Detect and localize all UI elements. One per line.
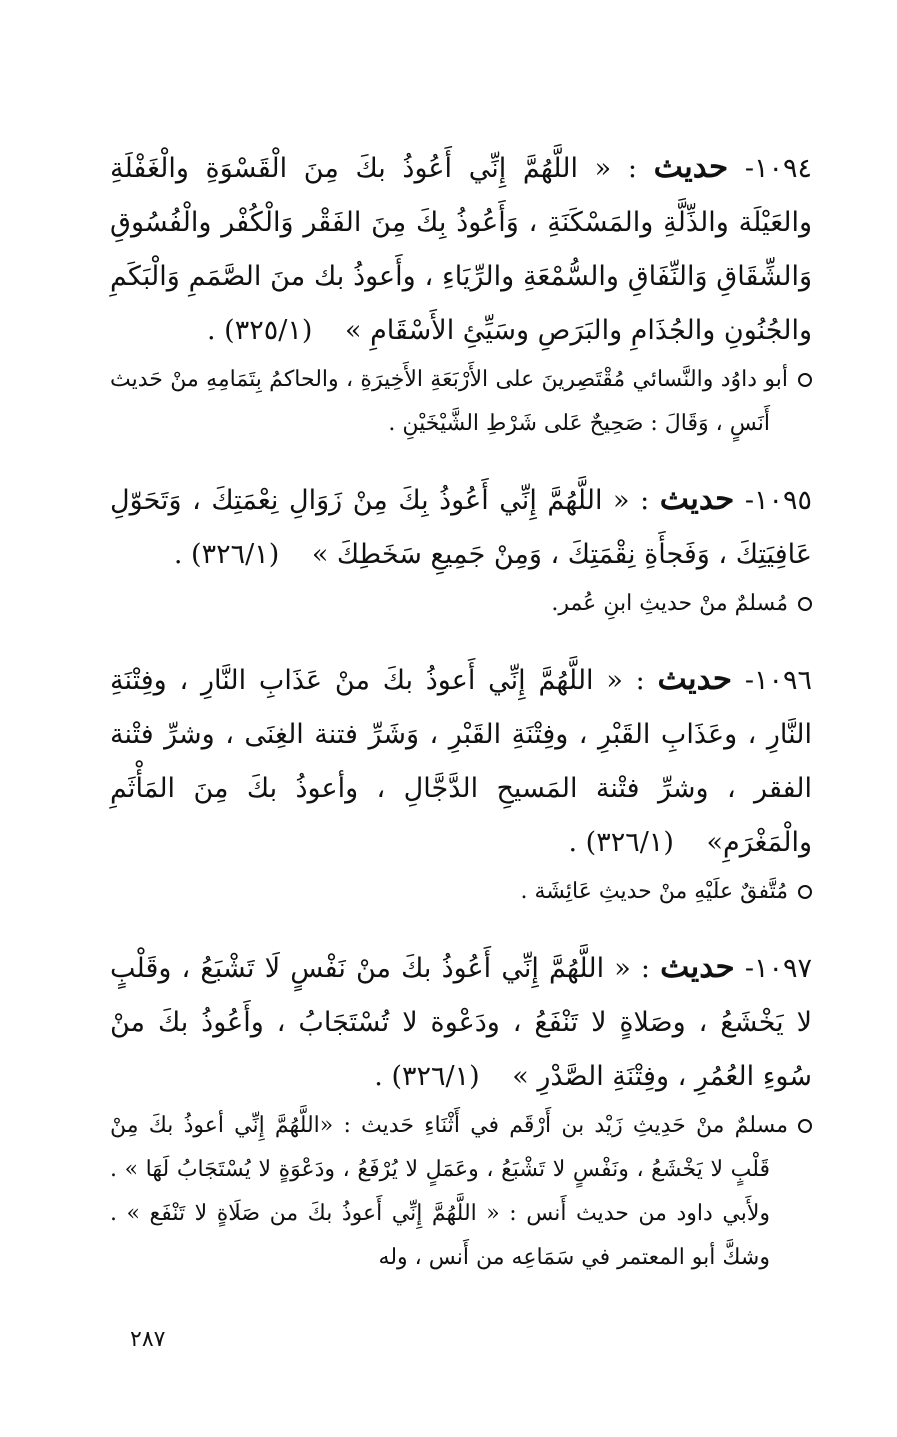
source-note-text: مُسلمٌ منْ حديثِ ابنِ عُمر. [551,591,788,616]
hadith-label: حديث [653,149,729,185]
source-note [110,358,812,446]
hadith-label: حديث [657,661,733,697]
source-note-text: أبو داوُد والنَّسائي مُقْتَصِرينَ على الأَرْبَعَةِ الأَخِيرَةِ ، والحاكمُ بِتَمَامِهِ منْ حَديث أَنَسٍ ، وَقَالَ : صَحِيحٌ عَلى شَرْطِ الشَّيْخَيْنِ . [110,367,788,436]
circle-bullet-icon [798,597,812,611]
circle-bullet-icon [798,373,812,387]
circle-bullet-icon [798,885,812,899]
hadith-reference: (٣٢٦/١) . [173,539,280,570]
source-note-text: مسلمٌ منْ حَدِيثِ زَيْد بن أَرْقَم في أَثْنَاءِ حَديث : «اللَّهُمَّ إِنِّي أعوذُ بكَ مِنْ قَلْبٍ لا يَخْشَعُ ، ونَفْسٍ لا تَشْبَعُ ، وعَمَلٍ لا يُرْفَعُ ، ودَعْوَةٍ لا يُسْتَجَابُ لَهَا » . ولأَبي داود من حديث أَنس : « اللَّهُمَّ إِنِّي أَعوذُ بكَ من صَلَاةٍ لا تَنْفَع » . وشكَّ أبو المعتمر في سَمَاعِه من أَنس ، وله [110,1113,788,1270]
hadith-entry-1097 [110,940,812,1280]
hadith-reference: (٣٢٥/١) . [207,315,313,346]
hadith-reference: (٣٢٦/١) . [568,827,674,858]
hadith-number: ١٠٩٤- [744,153,812,184]
hadith-label: حديث [659,481,735,517]
hadith-entry-1096 [110,652,812,914]
source-note [110,1104,812,1280]
source-note [110,582,812,626]
hadith-number: ١٠٩٥- [744,485,812,516]
hadith-text: : « اللَّهُمَّ إِنِّي أَعوذُ بكَ منْ عَذَابِ النَّارِ ، وفِتْنَةِ النَّارِ ، وعَذَابِ القَبْرِ ، وفِتْنَةِ القَبْرِ ، وَشَرِّ فتنة الغِنَى ، وشرِّ فتْنة الفقر ، وشرِّ فتْنة المَسيحِ الدَّجَّالِ ، وأعوذُ بكَ مِنَ المَأْثَمِ والْمَغْرَمِ» [110,665,812,858]
circle-bullet-icon [798,1119,812,1133]
source-note-text: مُتَّفقٌ علَيْهِ منْ حديثِ عَائِشَة . [520,879,788,904]
hadith-reference: (٣٢٦/١) . [374,1061,480,1092]
page-body [110,140,812,1306]
source-note [110,870,812,914]
hadith-entry-1095 [110,472,812,626]
hadith-number: ١٠٩٦- [744,665,812,696]
hadith-text-block [110,472,812,582]
hadith-text-block [110,940,812,1104]
hadith-label: حديث [660,949,735,985]
hadith-text-block [110,652,812,870]
hadith-entry-1094 [110,140,812,446]
hadith-text: : « اللَّهُمَّ إِنِّي أَعُوذُ بِكَ مِنْ زَوَالِ نِعْمَتِكَ ، وَتَحَوّلِ عَافِيَتِكَ ، وَفَجأَةِ نِقْمَتِكَ ، وَمِنْ جَمِيعِ سَخَطِكَ » [110,485,812,570]
hadith-text: : « اللَّهُمَّ إِنِّي أَعُوذُ بكَ مِنَ الْقَسْوَةِ والْغَفْلَةِ والعَيْلَة والذِّلَّةِ والمَسْكَنَةِ ، وَأَعُوذُ بِكَ مِنَ الفَقْر وَالْكُفْر والْفُسُوقِ وَالشِّقَاقِ وَالنِّفَاقِ والسُّمْعَةِ والرِّيَاءِ ، وأَعوذُ بك منَ الصَّمَمِ وَالْبَكَمِ والجُنُونِ والجُذَامِ والبَرَصِ وسَيِّئِ الأَسْقَامِ » [110,153,812,346]
hadith-text: : « اللَّهُمَّ إِنِّي أَعُوذُ بكَ منْ نَفْسٍ لَا تَشْبَعُ ، وقَلْبٍ لا يَخْشَعُ ، وصَلاةٍ لا تَنْفَعُ ، ودَعْوة لا تُسْتَجَابُ ، وأَعُوذُ بكَ منْ سُوءِ العُمُرِ ، وفِتْنَةِ الصَّدْرِ » [110,953,812,1092]
page-number: ٢٨٧ [130,1327,166,1352]
hadith-text-block [110,140,812,358]
hadith-number: ١٠٩٧- [744,953,812,984]
